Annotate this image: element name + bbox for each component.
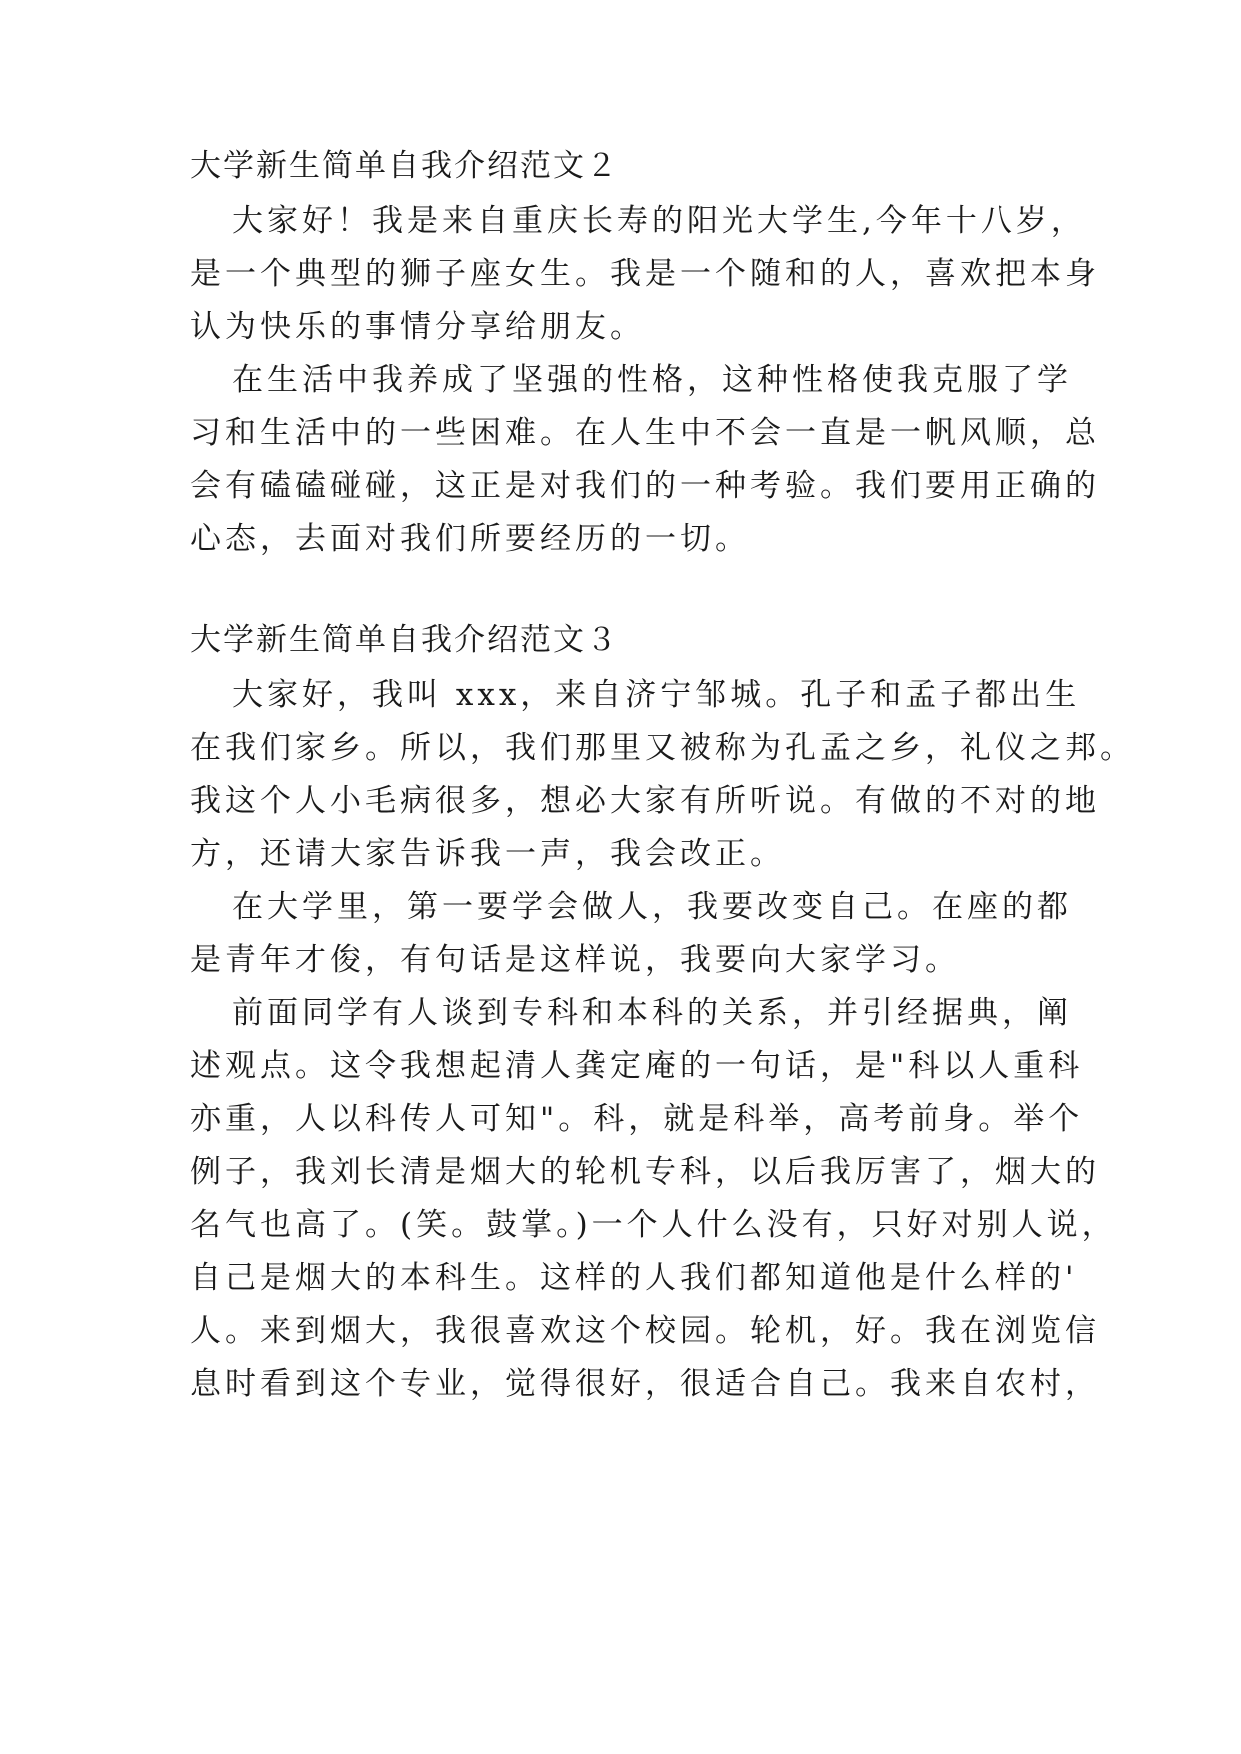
paragraph-line: 方，还请大家告诉我一声，我会改正。 xyxy=(190,836,785,872)
paragraph-line: 是一个典型的狮子座女生。我是一个随和的人，喜欢把本身 xyxy=(190,256,1100,292)
paragraph-line: 在我们家乡。所以，我们那里又被称为孔孟之乡，礼仪之邦。 xyxy=(190,730,1135,766)
paragraph-line: 息时看到这个专业，觉得很好，很适合自己。我来自农村， xyxy=(190,1366,1100,1402)
section-heading: 大学新生简单自我介绍范文２ xyxy=(190,148,619,184)
paragraph-line: 述观点。这令我想起清人龚定庵的一句话，是"科以人重科 xyxy=(190,1048,1084,1084)
paragraph-line: 人。来到烟大，我很喜欢这个校园。轮机，好。我在浏览信 xyxy=(190,1313,1100,1349)
paragraph-line: 名气也高了。(笑。鼓掌。)一个人什么没有，只好对别人说， xyxy=(190,1207,1117,1243)
paragraph-line: 在生活中我养成了坚强的性格，这种性格使我克服了学 xyxy=(232,362,1072,398)
paragraph-line: 在大学里，第一要学会做人，我要改变自己。在座的都 xyxy=(232,889,1072,925)
paragraph-line: 前面同学有人谈到专科和本科的关系，并引经据典，阐 xyxy=(232,995,1072,1031)
paragraph-line: 我这个人小毛病很多，想必大家有所听说。有做的不对的地 xyxy=(190,783,1100,819)
paragraph-line: 是青年才俊，有句话是这样说，我要向大家学习。 xyxy=(190,942,960,978)
paragraph-line: 自己是烟大的本科生。这样的人我们都知道他是什么样的' xyxy=(190,1260,1078,1296)
paragraph-line: 会有磕磕碰碰，这正是对我们的一种考验。我们要用正确的 xyxy=(190,468,1100,504)
section-heading: 大学新生简单自我介绍范文３ xyxy=(190,622,619,658)
paragraph-line: 例子，我刘长清是烟大的轮机专科，以后我厉害了，烟大的 xyxy=(190,1154,1100,1190)
paragraph-line: 习和生活中的一些困难。在人生中不会一直是一帆风顺，总 xyxy=(190,415,1100,451)
paragraph-line: 大家好！我是来自重庆长寿的阳光大学生,今年十八岁， xyxy=(232,203,1086,239)
paragraph-line: 心态，去面对我们所要经历的一切。 xyxy=(190,521,750,557)
paragraph-line: 亦重，人以科传人可知"。科，就是科举，高考前身。举个 xyxy=(190,1101,1084,1137)
paragraph-line: 大家好，我叫 xxx，来自济宁邹城。孔子和孟子都出生 xyxy=(232,677,1081,713)
paragraph-line: 认为快乐的事情分享给朋友。 xyxy=(190,309,645,345)
